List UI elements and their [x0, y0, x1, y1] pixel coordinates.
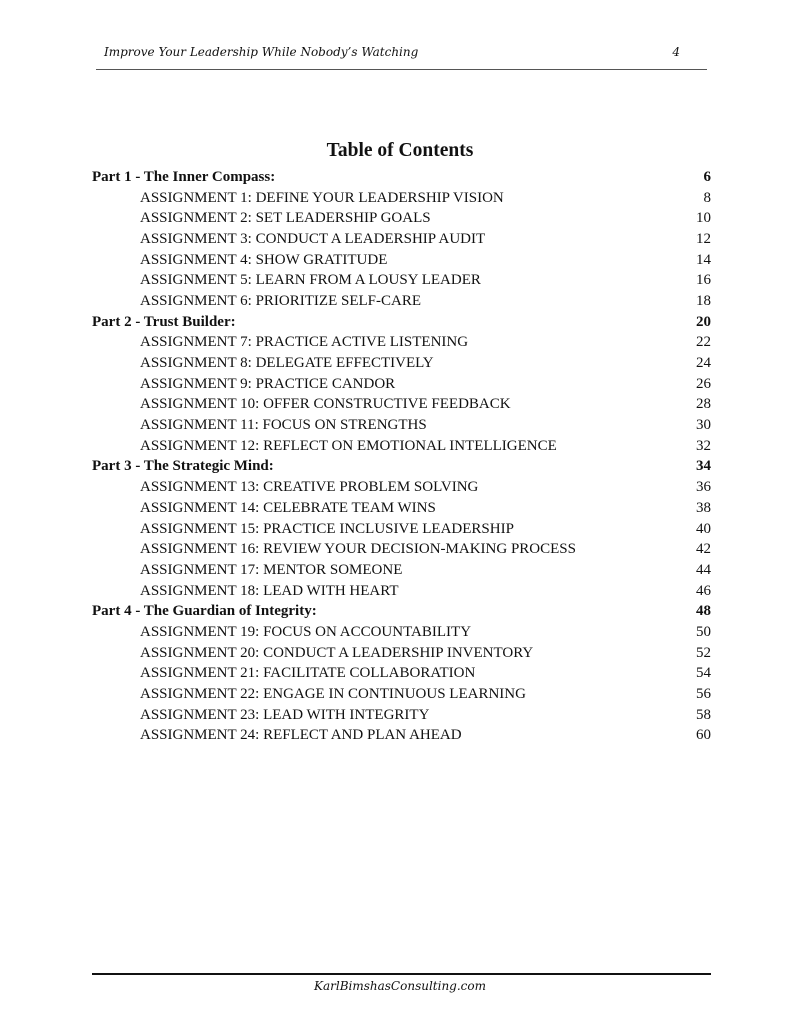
toc-entry-title: ASSIGNMENT 7: PRACTICE ACTIVE LISTENING: [140, 334, 469, 351]
toc-entry-row[interactable]: [92, 291, 712, 312]
toc-entry-title: ASSIGNMENT 19: FOCUS ON ACCOUNTABILITY: [140, 623, 472, 640]
toc-entry-row[interactable]: [92, 581, 712, 602]
toc-page-number: 14: [696, 251, 711, 268]
toc-entry-title: ASSIGNMENT 23: LEAD WITH INTEGRITY: [140, 706, 430, 723]
table-of-contents: [92, 167, 712, 746]
toc-entry-title: ASSIGNMENT 10: OFFER CONSTRUCTIVE FEEDBACK: [140, 396, 511, 413]
toc-page-number: 34: [696, 458, 711, 475]
toc-entry-row[interactable]: [92, 519, 712, 540]
toc-page-number: 56: [696, 686, 711, 703]
toc-page-number: 54: [696, 665, 711, 682]
toc-entry-row[interactable]: [92, 726, 712, 747]
toc-entry-row[interactable]: [92, 188, 712, 209]
toc-entry-row[interactable]: [92, 208, 712, 229]
toc-part-title: Part 1 - The Inner Compass:: [92, 168, 276, 185]
toc-part-row[interactable]: [92, 167, 712, 188]
toc-page-number: 24: [696, 355, 711, 372]
toc-entry-row[interactable]: [92, 498, 712, 519]
toc-entry-title: ASSIGNMENT 9: PRACTICE CANDOR: [140, 375, 396, 392]
toc-entry-row[interactable]: [92, 643, 712, 664]
toc-page-number: 48: [696, 603, 711, 620]
footer-text: KarlBimshasConsulting.com: [314, 979, 486, 993]
toc-part-row[interactable]: [92, 601, 712, 622]
toc-entry-row[interactable]: [92, 374, 712, 395]
toc-title: Table of Contents: [326, 140, 474, 161]
toc-entry-row[interactable]: [92, 415, 712, 436]
toc-page-number: 40: [696, 520, 711, 537]
toc-entry-row[interactable]: [92, 270, 712, 291]
toc-page-number: 20: [696, 313, 711, 330]
toc-entry-title: ASSIGNMENT 4: SHOW GRATITUDE: [140, 251, 388, 268]
toc-page-number: 16: [696, 272, 711, 289]
toc-entry-title: ASSIGNMENT 14: CELEBRATE TEAM WINS: [140, 499, 436, 516]
toc-part-title: Part 4 - The Guardian of Integrity:: [92, 603, 317, 620]
header-title: Improve Your Leadership While Nobody’s Watching: [104, 45, 419, 59]
toc-page-number: 32: [696, 437, 711, 454]
toc-page-number: 36: [696, 479, 711, 496]
toc-entry-title: ASSIGNMENT 20: CONDUCT A LEADERSHIP INVENTORY: [140, 644, 534, 661]
toc-entry-title: ASSIGNMENT 11: FOCUS ON STRENGTHS: [140, 417, 427, 434]
toc-page-number: 42: [696, 541, 711, 558]
toc-page-number: 44: [696, 561, 711, 578]
toc-entry-row[interactable]: [92, 560, 712, 581]
toc-entry-row[interactable]: [92, 477, 712, 498]
toc-part-row[interactable]: [92, 312, 712, 333]
header-rule: [96, 69, 707, 70]
toc-entry-row[interactable]: [92, 664, 712, 685]
toc-entry-row[interactable]: [92, 684, 712, 705]
toc-part-title: Part 3 - The Strategic Mind:: [92, 458, 274, 475]
toc-page-number: 28: [696, 396, 711, 413]
toc-entry-row[interactable]: [92, 395, 712, 416]
toc-entry-row[interactable]: [92, 539, 712, 560]
toc-entry-title: ASSIGNMENT 6: PRIORITIZE SELF-CARE: [140, 292, 421, 309]
toc-entry-row[interactable]: [92, 250, 712, 271]
toc-entry-title: ASSIGNMENT 13: CREATIVE PROBLEM SOLVING: [140, 479, 479, 496]
toc-page-number: 58: [696, 706, 711, 723]
toc-entry-title: ASSIGNMENT 24: REFLECT AND PLAN AHEAD: [140, 727, 462, 744]
running-header: [104, 45, 680, 59]
toc-page-number: 38: [696, 499, 711, 516]
toc-entry-row[interactable]: [92, 436, 712, 457]
toc-entry-row[interactable]: [92, 353, 712, 374]
toc-page-number: 18: [696, 292, 711, 309]
toc-page-number: 6: [703, 168, 711, 185]
toc-page-number: 30: [696, 417, 711, 434]
toc-entry-title: ASSIGNMENT 17: MENTOR SOMEONE: [140, 561, 403, 578]
toc-page-number: 8: [703, 189, 711, 206]
toc-entry-row[interactable]: [92, 333, 712, 354]
toc-entry-title: ASSIGNMENT 8: DELEGATE EFFECTIVELY: [140, 355, 434, 372]
toc-entry-title: ASSIGNMENT 21: FACILITATE COLLABORATION: [140, 665, 476, 682]
toc-entry-title: ASSIGNMENT 1: DEFINE YOUR LEADERSHIP VISION: [140, 189, 504, 206]
toc-page-number: 60: [696, 727, 711, 744]
footer-rule: [92, 973, 711, 975]
toc-entry-title: ASSIGNMENT 3: CONDUCT A LEADERSHIP AUDIT: [140, 230, 486, 247]
toc-page-number: 12: [696, 230, 711, 247]
toc-entry-row[interactable]: [92, 622, 712, 643]
toc-part-row[interactable]: [92, 457, 712, 478]
toc-page-number: 26: [696, 375, 711, 392]
toc-part-title: Part 2 - Trust Builder:: [92, 313, 236, 330]
toc-entry-title: ASSIGNMENT 2: SET LEADERSHIP GOALS: [140, 210, 431, 227]
toc-page-number: 52: [696, 644, 711, 661]
toc-entry-title: ASSIGNMENT 12: REFLECT ON EMOTIONAL INTELLIGENCE: [140, 437, 557, 454]
toc-entry-title: ASSIGNMENT 22: ENGAGE IN CONTINUOUS LEARNING: [140, 686, 526, 703]
toc-entry-row[interactable]: [92, 705, 712, 726]
toc-page-number: 46: [696, 582, 711, 599]
header-page-number: 4: [672, 45, 680, 59]
toc-entry-title: ASSIGNMENT 18: LEAD WITH HEART: [140, 582, 399, 599]
toc-page-number: 50: [696, 623, 711, 640]
toc-page-number: 10: [696, 210, 711, 227]
toc-entry-title: ASSIGNMENT 5: LEARN FROM A LOUSY LEADER: [140, 272, 481, 289]
toc-entry-title: ASSIGNMENT 15: PRACTICE INCLUSIVE LEADERSHIP: [140, 520, 514, 537]
toc-entry-row[interactable]: [92, 229, 712, 250]
toc-page-number: 22: [696, 334, 711, 351]
toc-entry-title: ASSIGNMENT 16: REVIEW YOUR DECISION-MAKING PROCESS: [140, 541, 576, 558]
